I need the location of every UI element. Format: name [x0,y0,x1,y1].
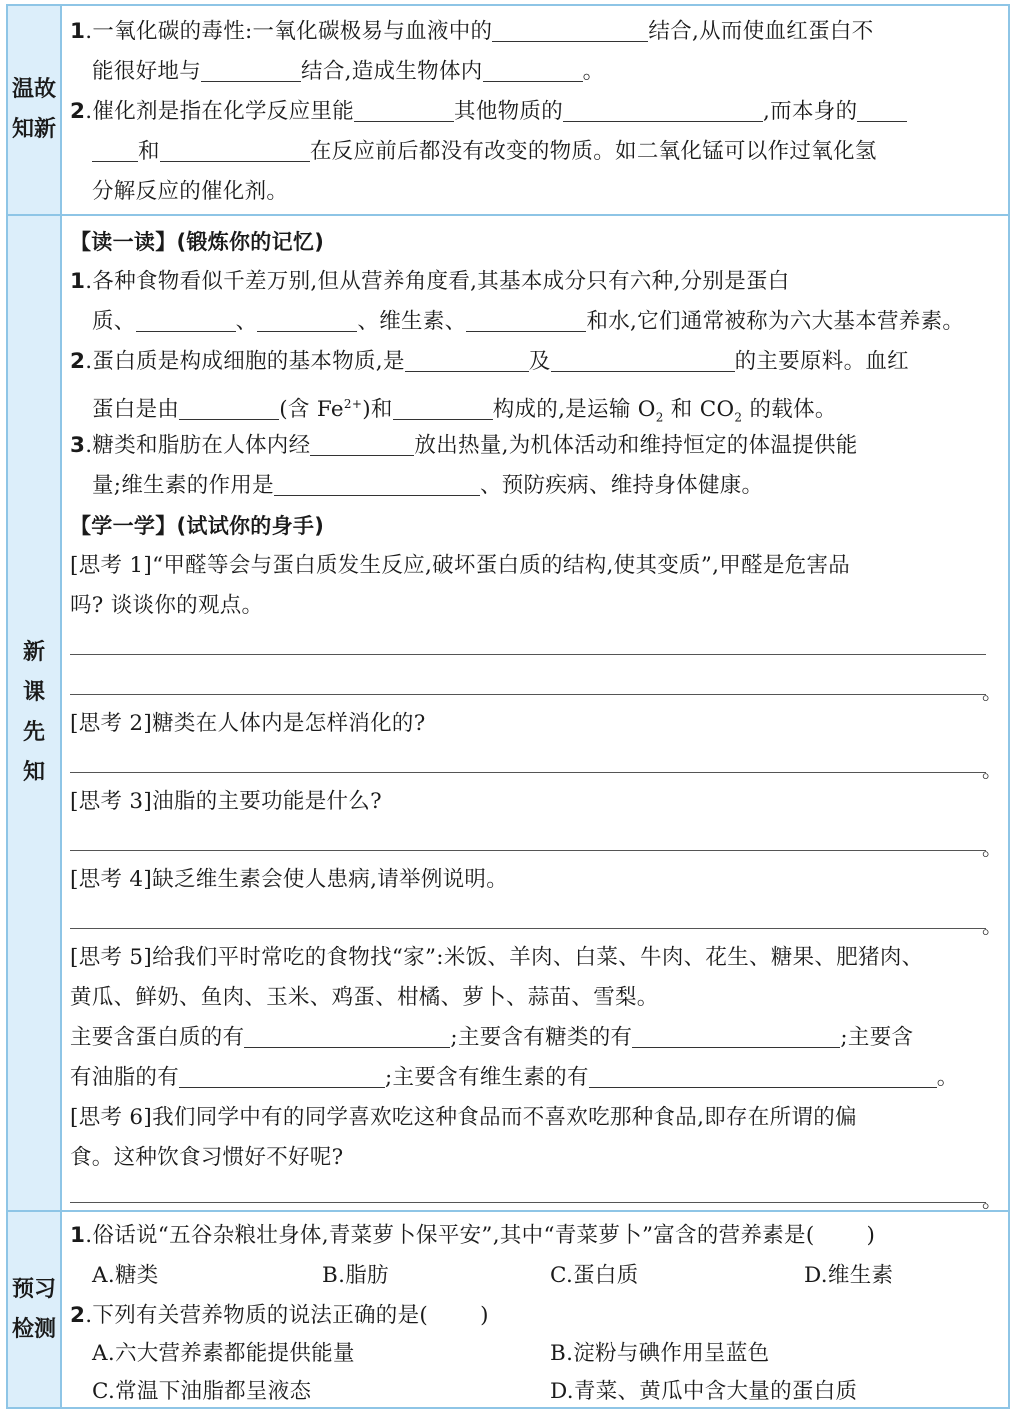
preview-content: 【读一读】(锻炼你的记忆) 1.各种食物看似千差万别,但从营养角度看,其基本成分只有六种,分别是蛋白 质、 、 、维生素、 和水,它们通常被称为六大基本营养素。 2.蛋白质是构成细胞的基本物质,是 及 的主要原料。血红 蛋白是由 (含 $Fe^{2+}$)和 构成的,是运输 $O_2$ 和 $CO_2$ 的载体。 3.糖类和脂肪在人体内经 放出热量,为机体活动和维持恒定的体温提供能 量;维生素的作用是 、预防疾病、维持身体健康。 【学一学】(试试你的身手) [思考 1]“甲醛等会与蛋白质发生反应,破坏蛋白质的结构,使其变质”,甲醛是危害品 吗? 谈谈你的观点。 。 [思考 2]糖类在人体内是怎样消化的? 。 [思考 3]油脂的主要功能是什么? 。 [思考 4]缺乏维生素会使人患病,请举例说明。 。 [思考 5]给我们平时常吃的食物找“家”:米饭、羊肉、白菜、牛肉、花生、糖果、肥猪肉、 黄瓜、鲜奶、鱼肉、玉米、鸡蛋、柑橘、萝卜、蒜苗、雪梨。 主要含蛋白质的有 ;主要含有糖类的有 ;主要含 有油脂的有 ;主要含有维生素的有 。 [思考 6]我们同学中有的同学喜欢吃这种食品而不喜欢吃那种食品,即存在所谓的偏 食。这种饮食习惯好不好呢? 。 [70,216,1002,1210]
think1-line1: [思考 1]“甲醛等会与蛋白质发生反应,破坏蛋白质的结构,使其变质”,甲醛是危害品 [70,553,851,578]
learn-header: 【学一学】(试试你的身手) [70,514,325,538]
answer-blank[interactable] [405,345,529,372]
think6-line2: 食。这种饮食习惯好不好呢? [70,1145,344,1170]
review-q1-line2: 能很好地与 结合,造成生物体内 。 [70,52,1002,92]
think5-line4: 有油脂的有 ;主要含有维生素的有 。 [70,1058,1002,1098]
answer-line[interactable] [70,694,986,695]
answer-blank[interactable] [483,55,583,82]
read-q3-line2: 量;维生素的作用是 、预防疾病、维持身体健康。 [70,466,1002,506]
read-header: 【读一读】(锻炼你的记忆) [70,230,325,254]
option-c[interactable]: C.常温下油脂都呈液态 [92,1379,312,1404]
answer-line[interactable] [70,1202,986,1203]
answer-blank[interactable] [160,135,310,162]
check-label: 预习 检测 [8,1212,62,1407]
answer-blank[interactable] [179,393,279,420]
answer-blank[interactable] [310,429,414,456]
think5-line1: [思考 5]给我们平时常吃的食物找“家”:米饭、羊肉、白菜、牛肉、花生、糖果、肥猪肉、 [70,945,924,970]
read-q2-line2: 蛋白是由 (含 $Fe^{2+}$)和 构成的,是运输 $O_2$ 和 $CO_2$ 的载体。 [70,384,1002,437]
check-q1: 1.俗话说“五谷杂粮壮身体,青菜萝卜保平安”,其中“青菜萝卜”富含的营养素是( ) [70,1216,1002,1256]
review-q1-line1: 1.一氧化碳的毒性:一氧化碳极易与血液中的 结合,从而使血红蛋白不 [70,12,1002,52]
worksheet-frame [6,4,1010,1409]
review-content [70,6,1002,214]
answer-blank[interactable] [274,469,480,496]
read-q1-line1: 1.各种食物看似千差万别,但从营养角度看,其基本成分只有六种,分别是蛋白 [70,269,790,294]
answer-blank[interactable] [354,95,454,122]
read-q3-line1: 3.糖类和脂肪在人体内经 放出热量,为机体活动和维持恒定的体温提供能 [70,426,1002,466]
think2-line: [思考 2]糖类在人体内是怎样消化的? [70,711,426,736]
answer-blank[interactable] [92,135,138,162]
check-section [8,1210,1008,1407]
question-number: 1 [70,19,86,44]
answer-blank[interactable] [492,15,648,42]
answer-blank[interactable] [857,95,907,122]
answer-line[interactable] [70,654,986,655]
think5-line2: 黄瓜、鲜奶、鱼肉、玉米、鸡蛋、柑橘、萝卜、蒜苗、雪梨。 [70,985,659,1010]
review-q2-line2: 和 在反应前后都没有改变的物质。如二氧化锰可以作过氧化氢 [70,132,1002,172]
answer-blank[interactable] [589,1061,937,1088]
read-q1-line2: 质、 、 、维生素、 和水,它们通常被称为六大基本营养素。 [70,302,1002,342]
think6-line1: [思考 6]我们同学中有的同学喜欢吃这种食品而不喜欢吃那种食品,即存在所谓的偏 [70,1105,857,1130]
answer-paren[interactable] [815,1220,867,1246]
review-label [8,6,62,214]
think5-line3: 主要含蛋白质的有 ;主要含有糖类的有 ;主要含 [70,1018,1002,1058]
answer-paren[interactable] [428,1300,480,1326]
review-label-line1: 温故 [11,77,56,102]
answer-blank[interactable] [257,305,357,332]
option-a[interactable]: A.糖类 [92,1263,159,1288]
preview-section [8,214,1008,1210]
review-label-line2: 知新 [11,117,56,142]
answer-blank[interactable] [244,1021,450,1048]
answer-blank[interactable] [201,55,301,82]
think1-line2: 吗? 谈谈你的观点。 [70,593,264,618]
answer-line[interactable] [70,772,986,773]
option-b[interactable]: B.淀粉与碘作用呈蓝色 [550,1341,770,1366]
option-b[interactable]: B.脂肪 [322,1263,389,1288]
option-d[interactable]: D.青菜、黄瓜中含大量的蛋白质 [550,1379,858,1404]
answer-line[interactable] [70,928,986,929]
review-section [8,6,1008,214]
review-q2-line1: 2.催化剂是指在化学反应里能 其他物质的 ,而本身的 [70,92,1002,132]
think4-line: [思考 4]缺乏维生素会使人患病,请举例说明。 [70,867,509,892]
question-number: 2 [70,99,86,124]
answer-blank[interactable] [466,305,586,332]
answer-line[interactable] [70,850,986,851]
answer-blank[interactable] [136,305,236,332]
read-q2-line1: 2.蛋白质是构成细胞的基本物质,是 及 的主要原料。血红 [70,342,1002,382]
review-q2-line3: 分解反应的催化剂。 [92,179,289,204]
check-q2: 2.下列有关营养物质的说法正确的是( ) [70,1296,1002,1336]
option-d[interactable]: D.维生素 [804,1263,894,1288]
option-c[interactable]: C.蛋白质 [550,1263,639,1288]
answer-blank[interactable] [563,95,763,122]
answer-blank[interactable] [551,345,735,372]
think3-line: [思考 3]油脂的主要功能是什么? [70,789,382,814]
answer-blank[interactable] [632,1021,840,1048]
answer-blank[interactable] [179,1061,385,1088]
preview-label: 新 课 先 知 [8,216,62,1210]
option-a[interactable]: A.六大营养素都能提供能量 [92,1341,355,1366]
answer-blank[interactable] [393,393,493,420]
check-content [70,1212,1002,1407]
